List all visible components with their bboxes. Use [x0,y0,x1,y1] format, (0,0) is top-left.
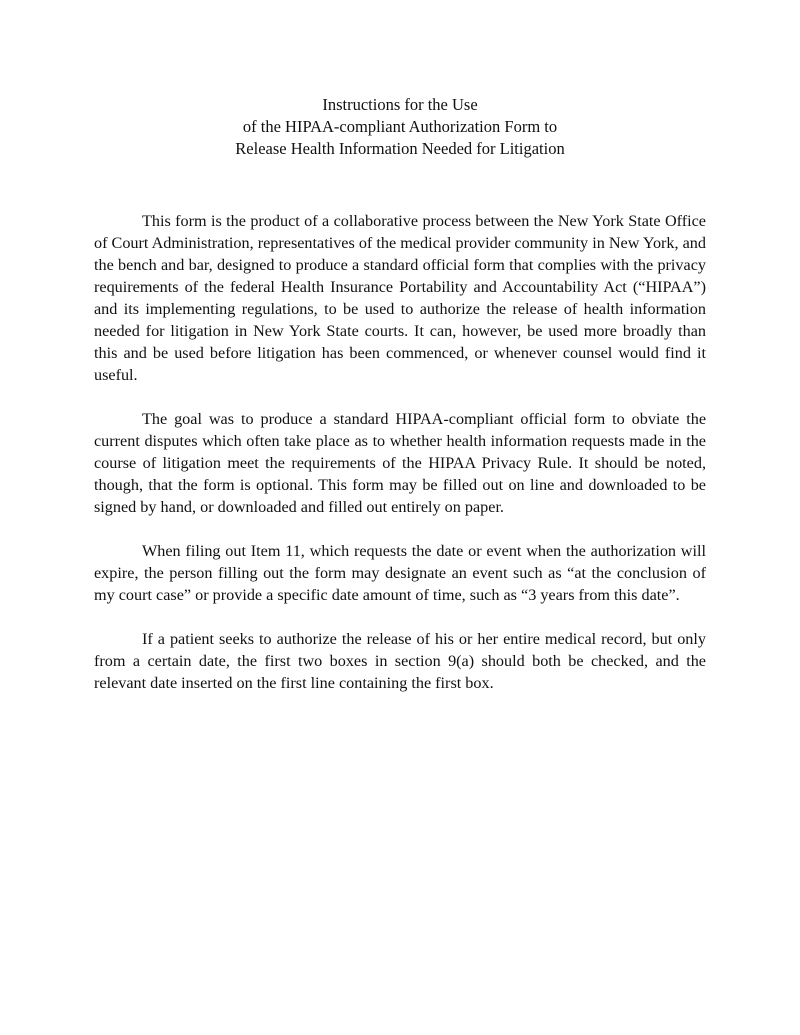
title-line-2: of the HIPAA-compliant Authorization Form to [242,117,558,136]
title-line-3: Release Health Information Needed for Litigation [235,139,565,158]
document-title [0,94,800,160]
paragraph-goal: The goal was to produce a standard HIPAA-compliant official form to obviate the current disputes which often take place as to whether health information requests made in the course of litigation meet the requirements of the HIPAA Privacy Rule. It should be noted, though, that the form is optional. This form may be filled out on line and downloaded to be signed by hand, or downloaded and filled out entirely on paper. [94,410,706,516]
title-line-1: Instructions for the Use [322,95,478,114]
paragraph-section-9a: If a patient seeks to authorize the release of his or her entire medical record, but only from a certain date, the first two boxes in section 9(a) should both be checked, and the relevant date inserted on the first line containing the first box. [94,630,706,692]
paragraph-purpose: This form is the product of a collaborative process between the New York State Office of Court Administration, representatives of the medical provider community in New York, and the bench and bar, designed to produce a standard official form that complies with the privacy requirements of the federal Health Insurance Portability and Accountability Act (“HIPAA”) and its implementing regulations, to be used to authorize the release of health information needed for litigation in New York State courts. It can, however, be used more broadly than this and be used before litigation has been commenced, or whenever counsel would find it useful. [94,212,706,384]
document-body [94,210,706,716]
paragraph-item-11: When filing out Item 11, which requests the date or event when the authorization will expire, the person filling out the form may designate an event such as “at the conclusion of my court case” or provide a specific date amount of time, such as “3 years from this date”. [94,542,706,604]
